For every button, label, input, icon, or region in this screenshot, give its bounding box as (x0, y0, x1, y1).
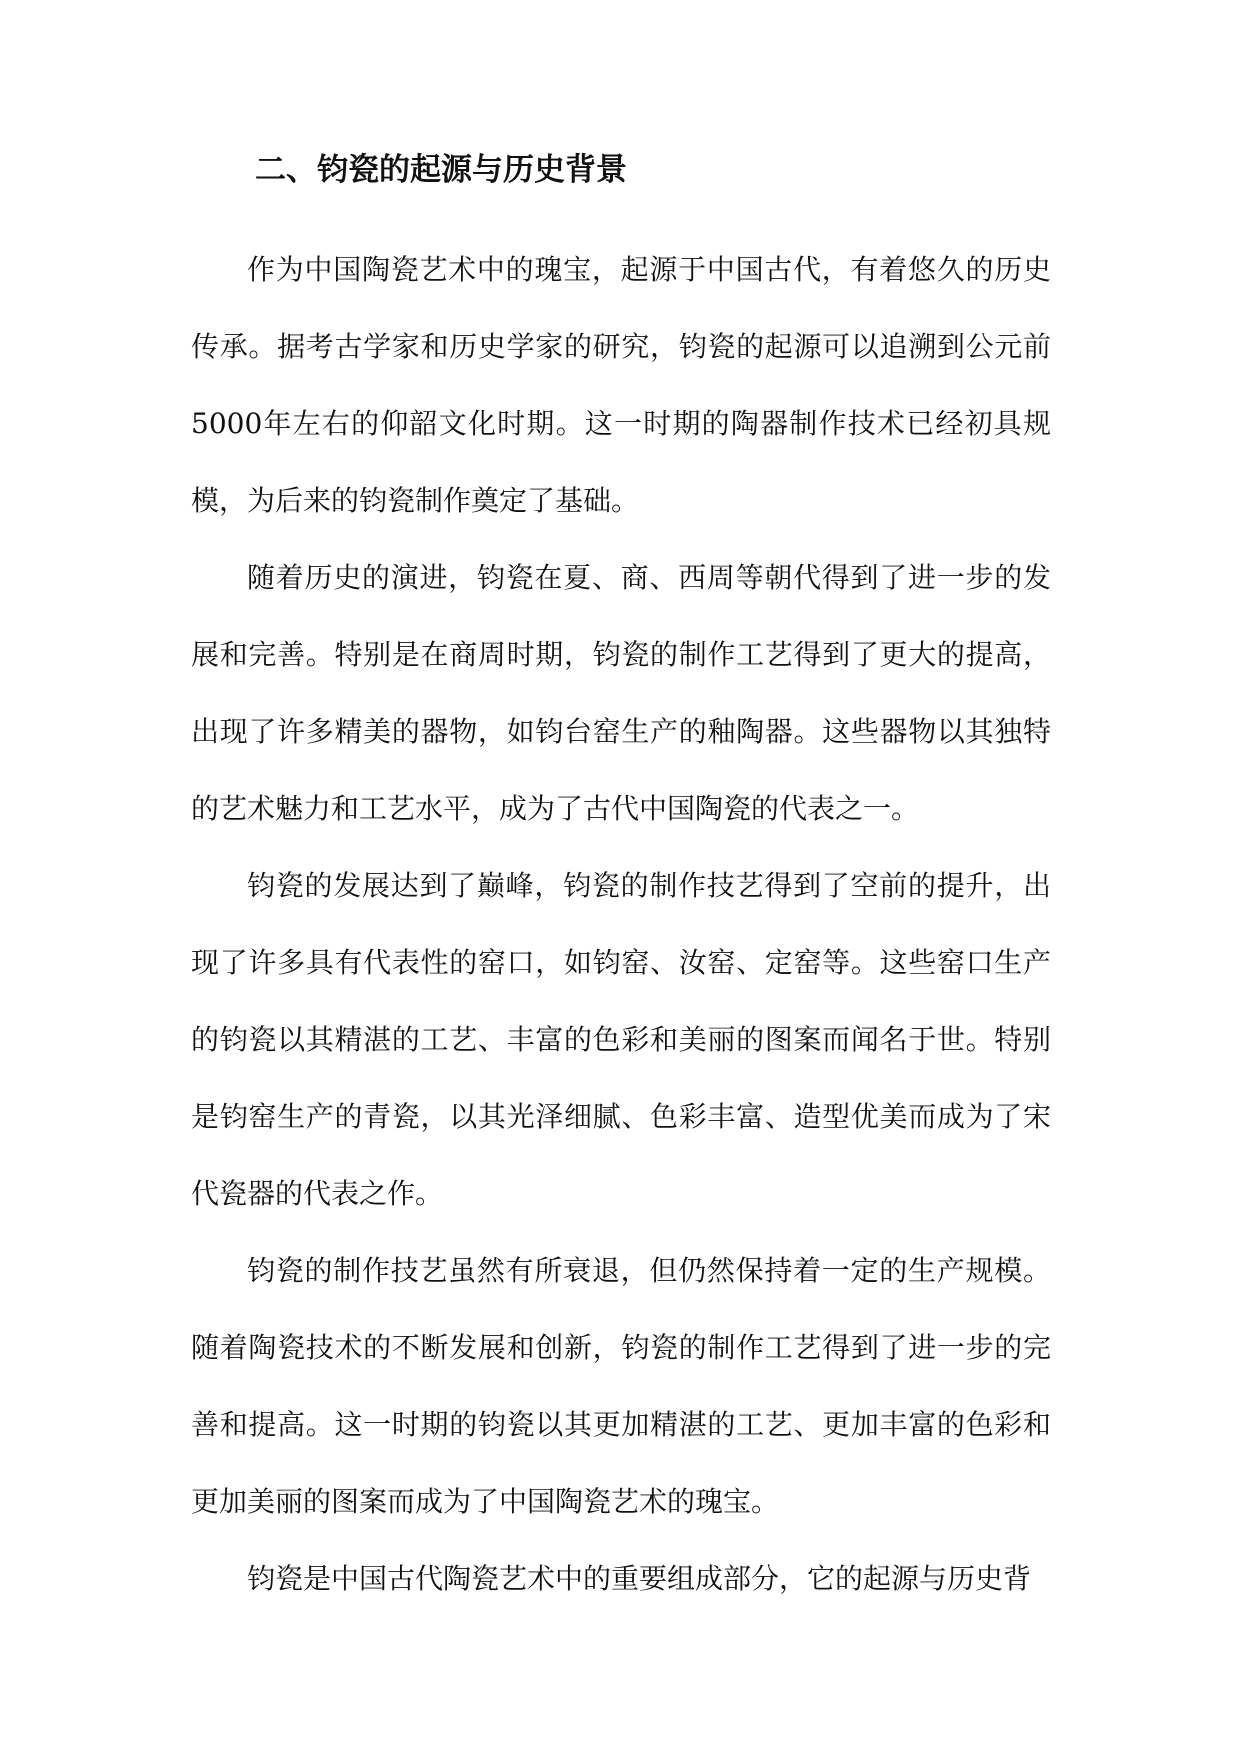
paragraph: 钧瓷的制作技艺虽然有所衰退，但仍然保持着一定的生产规模。随着陶瓷技术的不断发展和创新，钧瓷的制作工艺得到了进一步的完善和提高。这一时期的钧瓷以其更加精湛的工艺、更加丰富的色彩和更加美丽的图案而成为了中国陶瓷艺术的瑰宝。 (191, 1254, 1051, 1518)
paragraph: 随着历史的演进，钧瓷在夏、商、西周等朝代得到了进一步的发展和完善。特别是在商周时期，钧瓷的制作工艺得到了更大的提高，出现了许多精美的器物，如钧台窑生产的釉陶器。这些器物以其独特的艺术魅力和工艺水平，成为了古代中国陶瓷的代表之一。 (191, 561, 1051, 825)
paragraph: 作为中国陶瓷艺术中的瑰宝，起源于中国古代，有着悠久的历史传承。据考古学家和历史学家的研究，钧瓷的起源可以追溯到公元前5000年左右的仰韶文化时期。这一时期的陶器制作技术已经初具规模，为后来的钧瓷制作奠定了基础。 (191, 253, 1051, 517)
section-heading: 二、钧瓷的起源与历史背景 (255, 152, 627, 188)
paragraph: 钧瓷的发展达到了巅峰，钧瓷的制作技艺得到了空前的提升，出现了许多具有代表性的窑口，如钧窑、汝窑、定窑等。这些窑口生产的钧瓷以其精湛的工艺、丰富的色彩和美丽的图案而闻名于世。特别是钧窑生产的青瓷，以其光泽细腻、色彩丰富、造型优美而成为了宋代瓷器的代表之作。 (191, 869, 1051, 1210)
body-text (191, 231, 1051, 1617)
paragraph: 钧瓷是中国古代陶瓷艺术中的重要组成部分，它的起源与历史背 (247, 1562, 1032, 1595)
